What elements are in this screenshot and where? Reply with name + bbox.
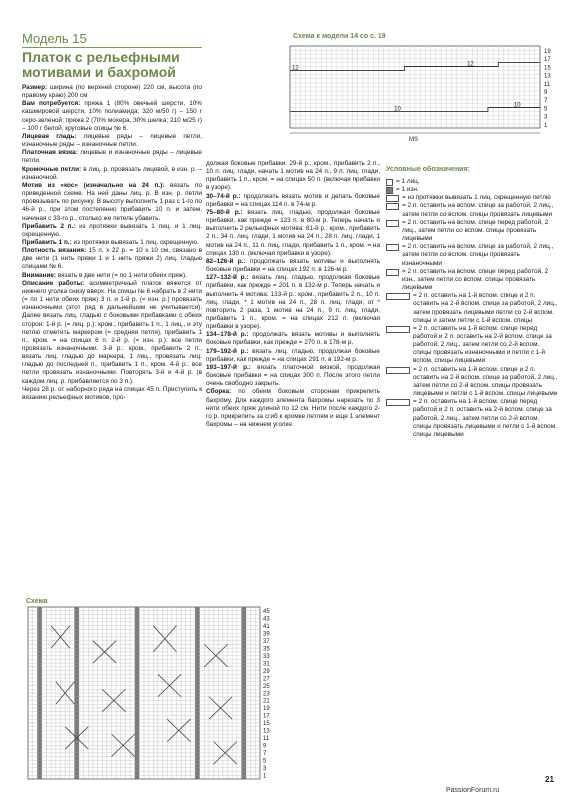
paragraph-text: Через 28 р. от наборного ряда на спицах 45 п. Приступить к вязанию рельефных мотивов, про- bbox=[22, 385, 202, 401]
paragraph-heading: Прибавить 1 п.: bbox=[22, 238, 72, 246]
paragraph-text: по обеим боковым сторонам прикрепить бахрому. Для каждого элемента бахромы нарезать по 3 нити обеих пряж длиной по 12 см. Нити после каждого 2-го р. прикрепить за сгиб к кромке петлям и еще 1 элемент бахромы – на нижнем уголке. bbox=[206, 388, 380, 428]
paragraph bbox=[206, 193, 380, 209]
paragraph-heading: 75–80-й р.: bbox=[206, 208, 243, 216]
paragraph-heading: Вам потребуется: bbox=[22, 100, 81, 108]
legend-symbol-icon bbox=[386, 367, 410, 374]
watermark: PassionForum.ru bbox=[446, 787, 500, 794]
row-number-label: 11 bbox=[544, 81, 551, 88]
row-number-label: 7 bbox=[544, 98, 548, 105]
row-number-label: 23 bbox=[263, 691, 270, 698]
row-number-label: 25 bbox=[263, 683, 270, 690]
paragraph-heading: Кромочные петли: bbox=[22, 165, 82, 173]
legend-symbol-icon bbox=[386, 179, 393, 186]
paragraph bbox=[22, 280, 202, 386]
row-number-label: 7 bbox=[263, 751, 267, 758]
row-number-label: 9 bbox=[263, 743, 267, 750]
legend-text: = из протяжки вывязать 1 лиц. скрещенную петлю bbox=[402, 194, 551, 202]
row-number-label: 35 bbox=[263, 646, 270, 653]
paragraph-heading: Размер: bbox=[22, 84, 48, 91]
legend-text: = 2 п. оставить на 1-й вспом. спице и 2 п. оставить на 2-й вспом. спице за работой, 2 лиц., затем провязать лицевыми петли со 2-й вспом. спицы и затем петли с 1-й вспом. спицы bbox=[413, 292, 558, 324]
paragraph bbox=[206, 364, 380, 388]
paragraph bbox=[22, 223, 202, 239]
legend-text: = 1 изн. bbox=[396, 186, 419, 194]
chart-inner-label: 10 bbox=[513, 102, 521, 109]
paragraph-heading: Прибавить 2 п.: bbox=[22, 222, 76, 230]
row-number-label: 17 bbox=[544, 57, 551, 64]
paragraph bbox=[22, 182, 202, 223]
row-number-label: 21 bbox=[263, 698, 270, 705]
legend-item bbox=[386, 219, 558, 243]
row-number-label: 19 bbox=[544, 49, 551, 55]
row-number-label: 27 bbox=[263, 676, 270, 683]
paragraph-text: в лиц. р. провязать лицевой, в изн. р. – изнаночной. bbox=[22, 165, 202, 181]
legend-symbol-icon bbox=[386, 326, 410, 333]
row-number-label: 5 bbox=[544, 106, 548, 113]
paragraph-text: продолжать вязать мотивы и выполнять боковые прибавки = на спицах 192 п. в 126-м р. bbox=[206, 257, 380, 274]
instructions-column-2 bbox=[206, 160, 380, 429]
legend-text: = 1 лиц. bbox=[396, 178, 420, 185]
paragraph bbox=[22, 149, 202, 165]
paragraph-heading: Платочная вязка: bbox=[22, 149, 78, 157]
legend-item bbox=[386, 243, 558, 267]
row-number-label: 15 bbox=[263, 721, 270, 728]
paragraph-heading: Мотив из «кос» (изначально на 24 п.): bbox=[22, 181, 165, 189]
legend-symbol-icon bbox=[386, 187, 393, 194]
legend-item bbox=[386, 268, 558, 292]
row-number-label: 19 bbox=[263, 706, 270, 713]
instructions-column-1 bbox=[22, 84, 202, 402]
paragraph bbox=[22, 386, 202, 402]
paragraph bbox=[22, 272, 202, 280]
paragraph-heading: 30–74-й р.: bbox=[206, 192, 241, 200]
paragraph bbox=[22, 133, 202, 149]
paragraph bbox=[206, 160, 380, 193]
paragraph-text: продолжать вязать мотив и делать боковые прибавки = на спицах 114 п. в 74-м р. bbox=[206, 192, 380, 208]
paragraph-text: вязать лиц. гладью, продолжая боковые прибавки, как прежде = 201 п. в 132-м р. Теперь начать и выполнить 4 мотива: 133-й р.: кром., прибавить 2 п., 10 п. лиц. глади, * 1 мотив на 24 п., 28 п. лиц. глади, от * повторить 2 раза, 1 мотив на 24 п., 9 п. лиц. глади, прибавить 1 п., кром. = на спицах 212 п. (включая прибавки в узоре). bbox=[206, 274, 380, 331]
legend-title: Условные обозначения: bbox=[386, 166, 470, 173]
paragraph-text: асимметричный платок вяжется от нижнего уголка снизу вверх. На спицы № 6 набрать в 2 нити (= по 1 нити обеих пряж) 3 п. и 1-й р. (= изн. р.) провязать изнаночными (этот ряд в дальнейшем не учитывается). Далее вязать лиц. гладью с боковыми прибавками с обеих сторон: 1-й р. (= лиц. р.): кром., прибавить 1 п., 1 лиц., и эту петлю отметить маркером (= средняя петля), прибавить 1 п., кром. = на спицах 6 п. 2-й р. (= изн. р.): все петли провязать изнаночными. 3-й р.: кром., прибавить 2 п., вязать лиц. гладью до маркера, 1 лиц., провязать лиц. гладью до последней п., прибавить 1 п., кром. 4-й р.: все петли провязать изнаночными. Повторять 3-й и 4-й р. (в каждом лиц. р. прибавляется по 3 п.). bbox=[22, 279, 203, 385]
legend-item bbox=[386, 202, 558, 218]
row-number-label: 1 bbox=[544, 122, 548, 129]
legend-item bbox=[386, 186, 558, 194]
paragraph-heading: Плотность вязания: bbox=[22, 247, 87, 255]
paragraph bbox=[22, 100, 202, 133]
row-number-label: 45 bbox=[263, 609, 270, 615]
paragraph-heading: Лицевая гладь: bbox=[22, 132, 77, 140]
row-number-label: 5 bbox=[263, 758, 267, 765]
paragraph bbox=[206, 274, 380, 331]
paragraph bbox=[206, 209, 380, 258]
paragraph-text: пряжа 1 (80% овечьей шерсти, 10% кашмировой шерсти, 10% полиамида; 320 м/50 г) – 150 г серо-зеленой; пряжа 2 (70% мохера, 30% шелка; 210 м/25 г) – 100 г белой; круговые спицы № 6. bbox=[22, 100, 202, 132]
small-chart-title: Схема к модели 14 со с. 19 bbox=[293, 33, 386, 40]
row-number-label: 13 bbox=[263, 728, 270, 735]
legend-symbol-icon bbox=[386, 195, 399, 202]
paragraph bbox=[206, 331, 380, 347]
legend-item bbox=[386, 325, 558, 366]
paragraph-heading: 82–126-й р.: bbox=[206, 257, 246, 265]
row-number-label: 1 bbox=[263, 773, 267, 780]
legend-item bbox=[386, 366, 558, 399]
chart-inner-label: 10 bbox=[394, 106, 401, 113]
chart-inner-label: 12 bbox=[467, 61, 474, 68]
model-number: Модель 15 bbox=[22, 31, 87, 46]
paragraph bbox=[22, 84, 202, 100]
paragraph-heading: Сборка: bbox=[206, 388, 232, 396]
row-number-label: 15 bbox=[544, 65, 551, 72]
paragraph-text: ширина (по верхней стороне) 220 см, высота (по правому краю) 200 см bbox=[22, 84, 202, 100]
paragraph-heading: 179–192-й р.: bbox=[206, 347, 249, 355]
paragraph-text: лицевые и изнаночные ряды – лицевые петли. bbox=[22, 149, 202, 165]
legend-symbol-icon bbox=[386, 220, 399, 227]
page-number: 21 bbox=[545, 775, 554, 784]
paragraph-text: вязать лиц. гладью, продолжая боковые прибавки, как прежде = на спицах 291 п. в 192-м р. bbox=[206, 347, 380, 363]
row-number-label: 33 bbox=[263, 653, 270, 660]
legend-text: = 2 п. оставить на вспом. спице перед работой, 2 лиц., затем петли со вспом. спицы провязать лицевыми bbox=[402, 218, 549, 243]
paragraph bbox=[22, 166, 202, 182]
chart-inner-label: 12 bbox=[292, 65, 299, 72]
row-number-label: 43 bbox=[263, 616, 270, 623]
main-chart-title: Схема bbox=[26, 598, 48, 605]
paragraph-text: вязать лиц. гладью, продолжая боковые прибавки, как прежде = 123 п. в 80-м р. Теперь начать и выполнить 2 рельефных мотива: 81-й р.: кром., прибавить 2 п., 34 п. лиц. глади, 1 мотив на 24 п., 28 п. лиц. глади, 1 мотив на 24 п., 11 п. лиц. глади, прибавить 1 п., кром. = на спицах 130 п. (включая прибавки в узоре). bbox=[206, 208, 380, 257]
paragraph bbox=[206, 258, 380, 274]
paragraph-heading: Описание работы: bbox=[22, 279, 85, 287]
paragraph-text: лицевые ряды – лицевые петли, изнаночные ряды – изнаночные петли. bbox=[22, 132, 202, 149]
paragraph bbox=[22, 239, 202, 247]
paragraph-text: вязать в две нити (= по 1 нити обеих пряж). bbox=[56, 271, 187, 279]
page-title: Платок с рельефными мотивами и бахромой bbox=[22, 49, 180, 80]
legend-text: = 2 п. оставить на вспом. спице за работой, 2 лиц., затем петли со вспом. спицы провязать лицевыми bbox=[402, 202, 554, 218]
row-number-label: 37 bbox=[263, 638, 270, 645]
row-number-label: 13 bbox=[544, 73, 551, 80]
paragraph-text: из протяжки вывязать 1 лиц. скрещенную. bbox=[71, 238, 199, 246]
row-number-label: 17 bbox=[263, 713, 270, 720]
legend-symbol-icon bbox=[386, 203, 399, 210]
paragraph-heading: 193–197-й р.: bbox=[206, 363, 251, 371]
main-knitting-chart bbox=[24, 607, 284, 782]
paragraph bbox=[22, 247, 202, 271]
paragraph-text: продолжать вязать мотивы и выполнять боковые прибавки, как прежде = 270 п. в 178-м р. bbox=[206, 331, 380, 347]
legend-text: = 2 п. оставить на 1-й вспом. спице перед работой и 2 п. оставить на 2-й вспом. спице за работой, 2 лиц., затем петли со 2-й вспом. спицы провязать изнаночными и петли с 1-й вспом. спицы лицевыми bbox=[413, 324, 552, 365]
row-number-label: 41 bbox=[263, 623, 270, 630]
legend bbox=[386, 178, 558, 439]
paragraph-heading: Внимание: bbox=[22, 271, 57, 279]
small-knitting-chart bbox=[288, 44, 568, 144]
legend-item bbox=[386, 398, 558, 439]
legend-item bbox=[386, 178, 558, 186]
paragraph-text: 15 п. x 22 р. = 10 x 10 см, связано в две нити (1 нить пряжи 1 и 1 нить пряжи 2) лиц. гладью спицами № 6. bbox=[22, 247, 202, 271]
paragraph bbox=[206, 348, 380, 364]
row-number-label: 39 bbox=[263, 631, 270, 638]
legend-item bbox=[386, 292, 558, 325]
legend-text: = 2 п. оставить на вспом. спице за работой, 2 лиц., затем петли со вспом. спицы провязать изнаночными bbox=[402, 243, 554, 267]
paragraph-heading: 134–178-й р.: bbox=[206, 331, 249, 339]
legend-text: = 2 п. оставить на вспом. спице перед работой, 2 изн., затем петли со вспом. спицы провязать лицевыми bbox=[402, 267, 549, 292]
row-number-label: 29 bbox=[263, 668, 270, 675]
legend-symbol-icon bbox=[386, 399, 410, 406]
paragraph-text: вязать платочной вязкой, продолжая боковые прибавки = на спицах 300 п. После этого петли очень свободно закрыть. bbox=[206, 363, 380, 388]
center-mark-label: MS bbox=[409, 137, 418, 143]
paragraph-heading: 127–132-й р.: bbox=[206, 274, 249, 282]
paragraph-text: вязать по приведенной схеме. На ней даны лиц. р. В изн. р. петли провязывать по рисунку. В высоту выполнить 1 раз с 1-го по 46-й р., при этом постепенно прибавить 10 п. и затем, начиная с 33-го р., столько же петель убавить. bbox=[22, 181, 203, 222]
row-number-label: 3 bbox=[544, 114, 548, 121]
legend-text: = 2 п. оставить на 1-й вспом. спице и 2 п. оставить на 2-й вспом. спице за работой, 2 лиц., затем петли со 2-й вспом. спицы провязать лицевыми и петли с 1-й вспом. спицы лицевыми bbox=[413, 365, 558, 398]
paragraph-text: из протяжки вывязать 1 лиц. и 1 лиц. скрещенную. bbox=[22, 222, 202, 238]
paragraph-text: должая боковые прибавки. 29-й р.: кром., прибавить 2 п., 10 п. лиц. глади, начать 1 мотив на 24 п., 9 п. лиц. глади, прибавить 1 п., кром. = на спицах 50 п. (включая прибавки в узоре). bbox=[206, 160, 380, 192]
row-number-label: 9 bbox=[544, 90, 548, 96]
legend-text: = 2 п. оставить на 1-й вспом. спице перед работой и 2 п. оставить на 2-й вспом. спице за работой, 2 лиц., затем петли со 2-й вспом. спицы провязать лицевыми и петли с 1-й вспом. спицы лицевыми bbox=[413, 398, 557, 438]
row-number-label: 11 bbox=[263, 736, 270, 743]
title-rule bbox=[22, 47, 202, 48]
legend-symbol-icon bbox=[386, 293, 410, 300]
legend-symbol-icon bbox=[386, 269, 399, 276]
legend-symbol-icon bbox=[386, 244, 399, 251]
row-number-label: 3 bbox=[263, 766, 267, 773]
row-number-label: 31 bbox=[263, 661, 270, 668]
paragraph bbox=[206, 388, 380, 429]
